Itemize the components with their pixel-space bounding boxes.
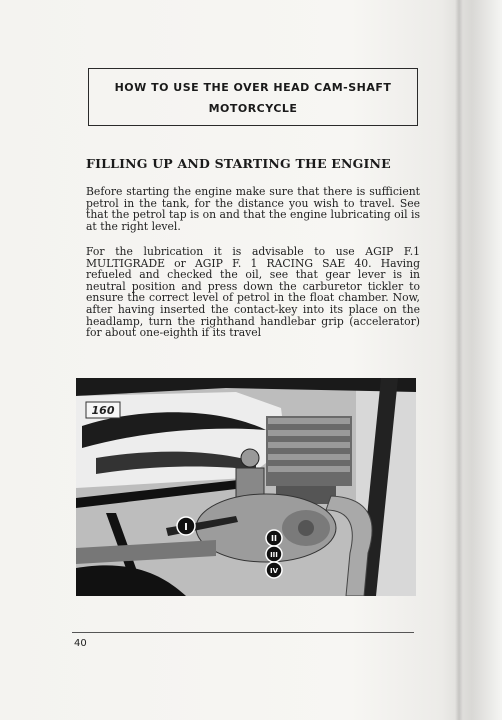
- title-box: [88, 68, 418, 126]
- paragraph-fuel-check: Before starting the engine make sure that there is sufficient petrol in the tank, for the distance you wish to travel. See that the petrol tap is on and that the engine lubricating oil is at the right level.: [86, 185, 420, 233]
- section-heading: FILLING UP AND STARTING THE ENGINE: [86, 156, 391, 171]
- page-number: 40: [74, 638, 87, 649]
- gear-label-ii: II: [271, 534, 277, 543]
- tank-badge-text: 160: [91, 404, 115, 417]
- page-title-line2: MOTORCYCLE: [208, 102, 298, 115]
- page-fold-shadow: [455, 0, 463, 720]
- engine-photo: [76, 378, 416, 596]
- gear-label-i: I: [184, 522, 188, 533]
- paragraph-lubrication: For the lubrication it is advisable to use AGIP F.1 MULTIGRADE or AGIP F. 1 RACING SAE 40. Having refueled and checked the oil, see that gear lever is in neutral position and press down the carburetor tickler to ensure the correct level of petrol in the float chamber. Now, after having inserted the contact-key into its place on the headlamp, turn the righthand handlebar grip (accelerator) for about one-eighth if its travel: [86, 245, 420, 340]
- gear-label-iv: IV: [269, 567, 279, 575]
- footer-rule: [72, 632, 414, 633]
- page-title-line1: HOW TO USE THE OVER HEAD CAM-SHAFT: [114, 81, 392, 94]
- gear-label-iii: III: [270, 551, 278, 559]
- engine-illustration: [76, 378, 416, 596]
